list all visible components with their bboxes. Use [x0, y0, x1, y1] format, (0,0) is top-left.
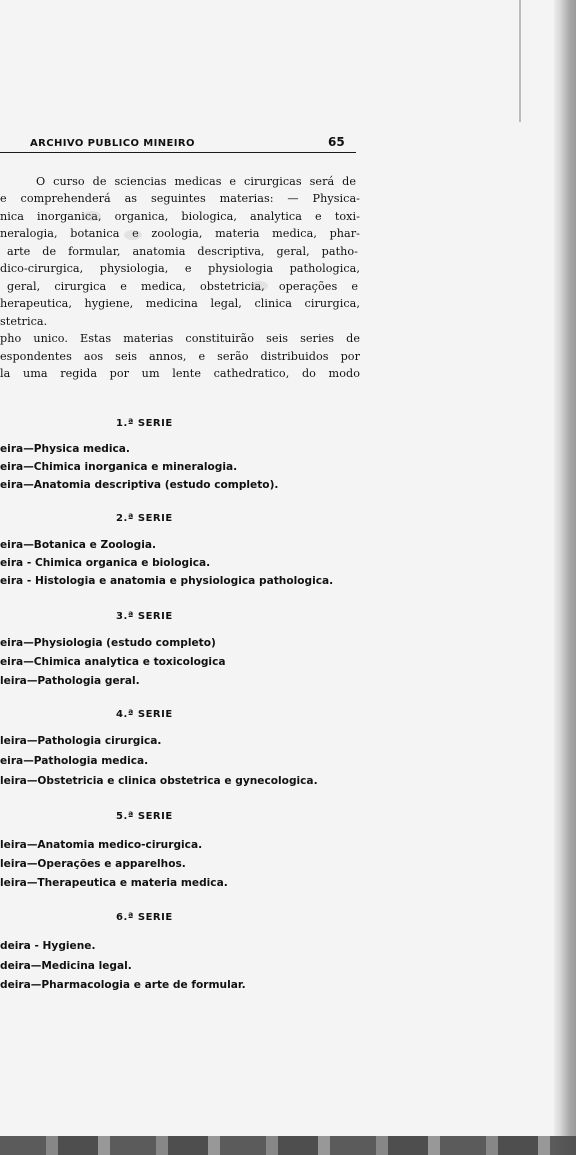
course-line: eira—Physiologia (estudo completo)	[0, 637, 216, 649]
series-heading: 1.ª SERIE	[116, 418, 173, 429]
text-line: neralogia, botanica e zoologia, materia medica, phar-	[0, 227, 360, 240]
course-line: eira—Anatomia descriptiva (estudo completo).	[0, 479, 279, 491]
course-line: eira—Physica medica.	[0, 443, 130, 455]
text-line: O curso de sciencias medicas e cirurgicas será de	[36, 175, 356, 188]
ink-stain	[250, 281, 268, 291]
course-line: deira - Hygiene.	[0, 940, 96, 952]
course-line: leira—Operações e apparelhos.	[0, 858, 186, 870]
text-line: espondentes aos seis annos, e serão distribuidos por	[0, 350, 360, 363]
text-line: pho unico. Estas materias constituirão seis series de	[0, 332, 360, 345]
text-line: arte de formular, anatomia descriptiva, geral, patho-	[7, 245, 358, 258]
course-line: deira—Pharmacologia e arte de formular.	[0, 979, 246, 991]
page-bottom-edge	[0, 1136, 576, 1155]
course-line: eira—Chimica inorganica e mineralogia.	[0, 461, 238, 473]
course-line: eira - Chimica organica e biologica.	[0, 557, 211, 569]
series-heading: 6.ª SERIE	[116, 912, 173, 923]
course-line: eira—Botanica e Zoologia.	[0, 539, 157, 551]
course-line: leira—Pathologia cirurgica.	[0, 735, 162, 747]
text-line: herapeutica, hygiene, medicina legal, clinica cirurgica,	[0, 297, 360, 310]
binding-shadow	[519, 0, 521, 122]
text-line: geral, cirurgica e medica, obstetricia, operações e	[7, 280, 358, 293]
course-line: leira—Obstetricia e clinica obstetrica e gynecologica.	[0, 775, 318, 787]
page-edge-shadow	[554, 0, 576, 1155]
header-rule	[0, 152, 356, 153]
course-line: eira—Chimica analytica e toxicologica	[0, 656, 226, 668]
course-line: eira - Histologia e anatomia e physiologica pathologica.	[0, 575, 334, 587]
series-heading: 3.ª SERIE	[116, 611, 173, 622]
text-line: dico-cirurgica, physiologia, e physiologia pathologica,	[0, 262, 360, 275]
text-line: e comprehenderá as seguintes materias: — Physica-	[0, 192, 360, 205]
series-heading: 2.ª SERIE	[116, 513, 173, 524]
text-line: stetrica.	[0, 315, 48, 328]
text-line: nica inorganica, organica, biologica, analytica e toxi-	[0, 210, 360, 223]
text-line: la uma regida por um lente cathedratico, do modo	[0, 367, 360, 380]
ink-stain	[124, 230, 142, 240]
series-heading: 4.ª SERIE	[116, 709, 173, 720]
page-number: 65	[328, 135, 345, 149]
course-line: leira—Therapeutica e materia medica.	[0, 877, 228, 889]
course-line: eira—Pathologia medica.	[0, 755, 149, 767]
ink-stain	[83, 211, 101, 221]
course-line: leira—Anatomia medico-cirurgica.	[0, 839, 203, 851]
series-heading: 5.ª SERIE	[116, 811, 173, 822]
course-line: leira—Pathologia geral.	[0, 675, 140, 687]
running-title: ARCHIVO PUBLICO MINEIRO	[30, 138, 195, 149]
course-line: deira—Medicina legal.	[0, 960, 132, 972]
